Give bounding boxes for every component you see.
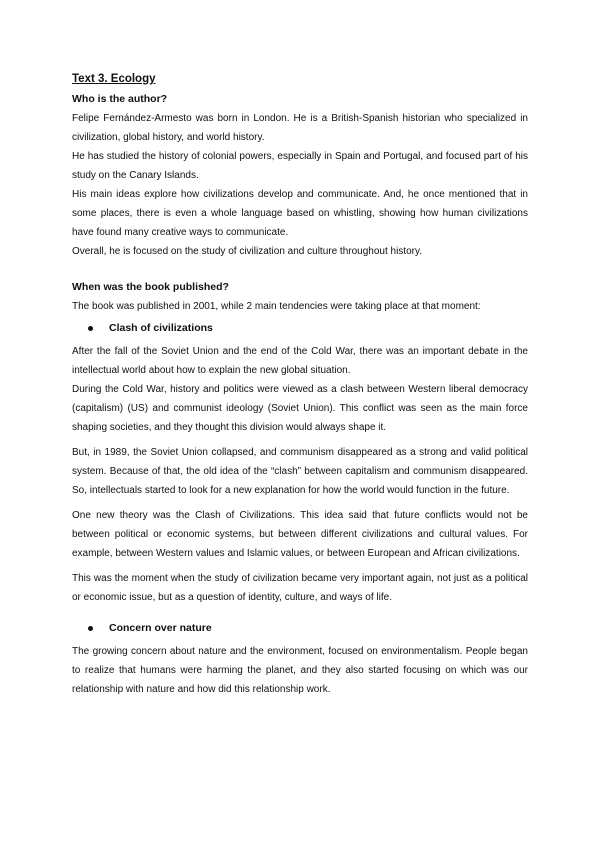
author-paragraph: Overall, he is focused on the study of civilization and culture throughout history. bbox=[72, 246, 423, 257]
bullet-label: Concern over nature bbox=[109, 622, 212, 634]
clash-paragraph: This was the moment when the study of civilization became very important again, not just as a political or economic issue, but as a question of identity, culture, and ways of life. bbox=[72, 573, 528, 603]
clash-paragraph: After the fall of the Soviet Union and the end of the Cold War, there was an important debate in the intellectual world about how to explain the new global situation. bbox=[72, 346, 528, 376]
document-title: Text 3. Ecology bbox=[72, 73, 156, 85]
bullet-label: Clash of civilizations bbox=[109, 322, 213, 334]
bullet-dot-icon bbox=[88, 326, 93, 331]
bullet-item-nature bbox=[72, 618, 528, 638]
author-paragraph: He has studied the history of colonial powers, especially in Spain and Portugal, and focused part of his study on the Canary Islands. bbox=[72, 151, 528, 181]
publication-intro: The book was published in 2001, while 2 main tendencies were taking place at that moment: bbox=[72, 301, 481, 312]
clash-paragraph: One new theory was the Clash of Civilizations. This idea said that future conflicts would not be between political or economic systems, but between different civilizations and cultural values. For example, between Western values and Islamic values, or between European and African civilizations. bbox=[72, 510, 528, 559]
document-page bbox=[72, 71, 528, 699]
clash-paragraph: During the Cold War, history and politics were viewed as a clash between Western liberal democracy (capitalism) (US) and communist ideology (Soviet Union). This conflict was seen as the main force shaping societies, and they thought this division would always shape it. bbox=[72, 384, 528, 433]
bullet-dot-icon bbox=[88, 626, 93, 631]
author-heading: Who is the author? bbox=[72, 93, 168, 105]
bullet-item-clash bbox=[72, 318, 528, 338]
author-paragraph: Felipe Fernández-Armesto was born in London. He is a British-Spanish historian who specialized in civilization, global history, and world history. bbox=[72, 113, 528, 143]
author-paragraph: His main ideas explore how civilizations develop and communicate. And, he once mentioned that in some places, there is even a whole language based on whistling, showing how human civilizations have found many creative ways to communicate. bbox=[72, 189, 528, 238]
clash-paragraph: But, in 1989, the Soviet Union collapsed, and communism disappeared as a strong and valid political system. Because of that, the old idea of the “clash” between capitalism and communism disappeared. So, intellectuals started to look for a new explanation for how the world would function in the future. bbox=[72, 447, 528, 496]
publication-heading: When was the book published? bbox=[72, 281, 229, 293]
nature-paragraph: The growing concern about nature and the environment, focused on environmentalism. People began to realize that humans were harming the planet, and they also started focusing on which was our relationship with nature and how did this relationship work. bbox=[72, 646, 528, 695]
